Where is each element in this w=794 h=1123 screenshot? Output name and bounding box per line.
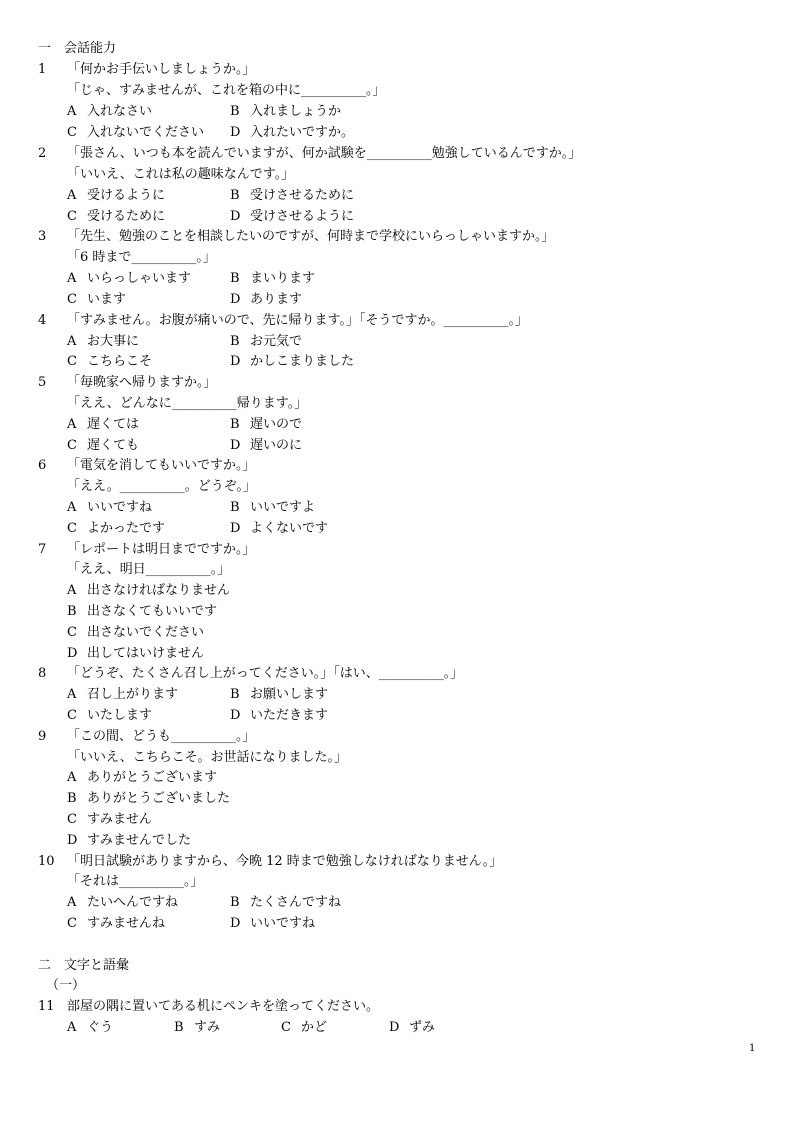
option-label: C	[67, 708, 77, 723]
option-label: C	[67, 209, 77, 224]
option-label: D	[389, 1020, 400, 1035]
question-text: 「ええ、どんなに__________帰ります。」	[67, 396, 308, 411]
option-a	[67, 187, 165, 205]
option-text: 受けるために	[87, 209, 166, 224]
option-a	[67, 499, 152, 517]
option-text: 召し上がります	[87, 687, 179, 702]
question-number: 9	[38, 729, 47, 744]
option-c	[67, 208, 165, 226]
option-label: C	[281, 1020, 291, 1035]
question-number: 7	[38, 542, 47, 557]
option-text: いいですよ	[250, 500, 316, 515]
option-label: B	[67, 604, 77, 619]
option-a	[67, 894, 178, 912]
option-d	[230, 353, 354, 371]
option-label: C	[67, 625, 77, 640]
option-label: A	[67, 583, 77, 598]
question-number: 4	[38, 313, 47, 328]
option-label: D	[230, 521, 241, 536]
option-text: ありがとうございました	[87, 791, 231, 806]
option-b	[230, 103, 341, 121]
option-label: B	[230, 271, 240, 286]
question-number: 2	[38, 146, 47, 161]
question-text: 「先生、勉強のことを相談したいのですが、何時まで学校にいらっしゃいますか。」	[67, 229, 555, 244]
option-d	[67, 645, 204, 663]
option-d	[230, 291, 302, 309]
option-text: たくさんですね	[250, 895, 342, 910]
option-text: いただきます	[250, 708, 329, 723]
option-text: すみませんね	[87, 916, 166, 931]
option-text: 入れましょうか	[250, 104, 342, 119]
option-text: すみません	[87, 812, 153, 827]
option-label: A	[67, 500, 77, 515]
option-label: B	[230, 188, 240, 203]
option-label: C	[67, 521, 77, 536]
option-text: よかったです	[87, 521, 166, 536]
option-d	[230, 208, 354, 226]
option-text: ありがとうございます	[87, 770, 218, 785]
option-label: A	[67, 104, 77, 119]
question-text: 「ええ。__________。どうぞ。」	[67, 479, 257, 494]
option-b	[230, 894, 341, 912]
option-label: D	[230, 125, 241, 140]
option-text: すみませんでした	[87, 833, 192, 848]
option-b	[230, 416, 302, 434]
option-text: たいへんですね	[87, 895, 179, 910]
section-title: 二 文字と語彙	[38, 958, 130, 973]
question-text: 「じゃ、すみませんが、これを箱の中に__________。」	[67, 83, 386, 98]
option-a	[67, 686, 178, 704]
option-label: A	[67, 770, 77, 785]
question-text: 「いいえ、これは私の趣味なんです。」	[67, 167, 295, 182]
question-text: 「電気を消してもいいですか。」	[67, 458, 256, 473]
option-text: ずみ	[409, 1020, 436, 1035]
option-label: D	[67, 646, 78, 661]
option-text: いいですね	[250, 916, 316, 931]
question-text: 「明日試験がありますから、今晩 12 時まで勉強しなければなりません。」	[67, 854, 503, 869]
question-text: 「どうぞ、たくさん召し上がってください。」「はい、__________。」	[67, 666, 464, 681]
option-label: A	[67, 271, 77, 286]
question-number: 5	[38, 375, 47, 390]
option-text: 出さないでください	[87, 625, 205, 640]
option-text: 受けさせるために	[250, 188, 355, 203]
option-label: B	[230, 104, 240, 119]
option-label: D	[230, 708, 241, 723]
option-b	[230, 499, 315, 517]
question-text: 「6 時まで__________。」	[67, 250, 216, 265]
option-label: B	[230, 895, 240, 910]
option-label: D	[230, 438, 241, 453]
option-label: D	[67, 833, 78, 848]
option-text: お元気で	[250, 334, 303, 349]
option-text: すみ	[194, 1020, 221, 1035]
option-text: 受けさせるように	[250, 209, 355, 224]
option-b	[230, 187, 354, 205]
page-number: 1	[749, 1043, 756, 1054]
option-label: C	[67, 812, 77, 827]
option-label: B	[67, 791, 77, 806]
option-label: C	[67, 292, 77, 307]
question-text: 「いいえ、こちらこそ。お世話になりました。」	[67, 750, 348, 765]
option-text: まいります	[250, 271, 316, 286]
option-text: 遅いのに	[250, 438, 303, 453]
option-text: 遅くても	[87, 438, 140, 453]
option-c	[67, 707, 152, 725]
question-number: 6	[38, 458, 47, 473]
option-label: D	[230, 209, 241, 224]
option-c	[67, 624, 204, 642]
option-c	[67, 353, 152, 371]
option-text: かしこまりました	[250, 354, 355, 369]
option-label: B	[174, 1020, 184, 1035]
option-c	[67, 811, 152, 829]
subsection-label: （一）	[46, 978, 86, 993]
option-d	[230, 707, 328, 725]
option-d	[389, 1019, 435, 1037]
question-number: 1	[38, 62, 47, 77]
question-number: 10	[38, 854, 55, 869]
question-number: 11	[38, 999, 55, 1014]
question-text: 「何かお手伝いしましょうか。」	[67, 62, 256, 77]
option-b	[67, 603, 217, 621]
option-b	[67, 790, 230, 808]
question-number: 8	[38, 666, 47, 681]
option-d	[230, 915, 315, 933]
option-label: A	[67, 1020, 77, 1035]
option-label: B	[230, 500, 240, 515]
option-text: 受けるように	[87, 188, 166, 203]
option-b	[230, 686, 328, 704]
option-label: B	[230, 417, 240, 432]
option-text: 遅くては	[87, 417, 140, 432]
option-text: 出してはいけません	[87, 646, 205, 661]
option-a	[67, 582, 230, 600]
option-text: 出さなければなりません	[87, 583, 231, 598]
question-text: 「張さん、いつも本を読んでいますが、何か試験を__________勉強しているんですか。」	[67, 146, 582, 161]
option-text: いらっしゃいます	[87, 271, 192, 286]
option-label: C	[67, 916, 77, 931]
option-b	[174, 1019, 220, 1037]
option-label: A	[67, 417, 77, 432]
option-d	[67, 832, 191, 850]
question-text: 「レポートは明日までですか。」	[67, 542, 256, 557]
option-label: C	[67, 438, 77, 453]
option-text: よくないです	[250, 521, 329, 536]
question-text: 部屋の隅に置いてある机にペンキを塗ってください。	[67, 999, 380, 1014]
option-label: A	[67, 687, 77, 702]
question-text: 「毎晩家へ帰りますか。」	[67, 375, 217, 390]
option-label: A	[67, 188, 77, 203]
question-text: 「すみません。お腹が痛いので、先に帰ります。」「そうですか。__________。」	[67, 313, 528, 328]
option-label: D	[230, 292, 241, 307]
option-label: B	[230, 687, 240, 702]
option-text: かど	[301, 1020, 328, 1035]
option-label: B	[230, 334, 240, 349]
option-d	[230, 124, 354, 142]
section-title: 一 会話能力	[38, 41, 117, 56]
option-text: いたします	[87, 708, 153, 723]
option-label: C	[67, 354, 77, 369]
option-c	[281, 1019, 327, 1037]
option-text: 入れないでください	[87, 125, 205, 140]
question-number: 3	[38, 229, 47, 244]
option-text: お大事に	[87, 334, 140, 349]
option-text: 入れなさい	[87, 104, 153, 119]
option-label: C	[67, 125, 77, 140]
option-text: 出さなくてもいいです	[87, 604, 218, 619]
option-c	[67, 520, 165, 538]
option-a	[67, 333, 139, 351]
option-b	[230, 270, 315, 288]
question-text: 「それは__________。」	[67, 874, 204, 889]
option-b	[230, 333, 302, 351]
option-d	[230, 437, 302, 455]
option-text: 入れたいですか。	[250, 125, 355, 140]
option-c	[67, 915, 165, 933]
option-label: A	[67, 334, 77, 349]
option-label: A	[67, 895, 77, 910]
option-label: D	[230, 354, 241, 369]
option-c	[67, 437, 139, 455]
option-c	[67, 291, 126, 309]
option-a	[67, 270, 191, 288]
option-text: こちらこそ	[87, 354, 153, 369]
option-text: あります	[250, 292, 303, 307]
option-text: いいですね	[87, 500, 153, 515]
option-a	[67, 103, 152, 121]
option-d	[230, 520, 328, 538]
option-text: います	[87, 292, 127, 307]
option-text: お願いします	[250, 687, 329, 702]
option-a	[67, 1019, 113, 1037]
option-text: ぐう	[87, 1020, 114, 1035]
question-text: 「この間、どうも__________。」	[67, 729, 256, 744]
option-text: 遅いので	[250, 417, 303, 432]
question-text: 「ええ、明日__________。」	[67, 562, 231, 577]
option-c	[67, 124, 204, 142]
option-a	[67, 769, 217, 787]
option-a	[67, 416, 139, 434]
option-label: D	[230, 916, 241, 931]
